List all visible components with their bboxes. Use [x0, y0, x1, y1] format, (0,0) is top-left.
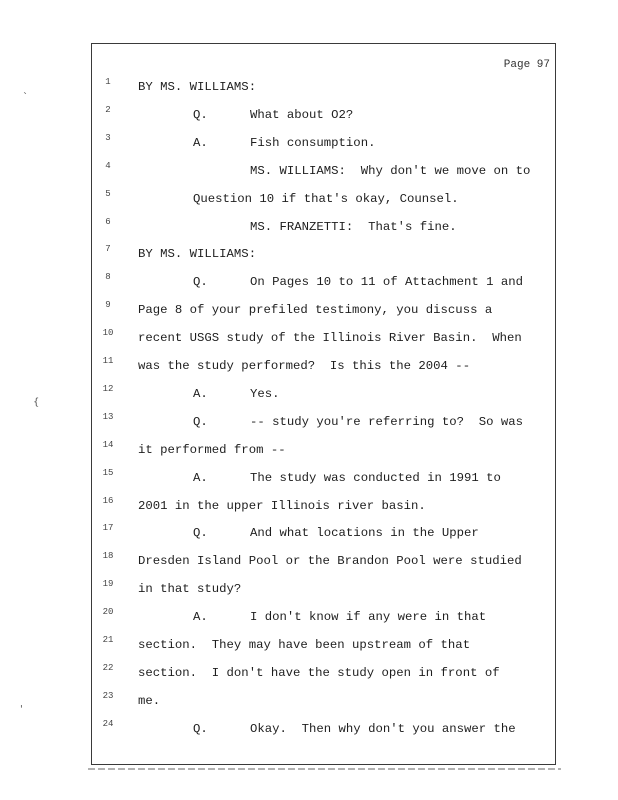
transcript-line: [0, 104, 618, 128]
transcript-line: [0, 216, 618, 240]
line-text: Q.: [193, 275, 208, 290]
line-text: What about O2?: [250, 107, 354, 122]
line-number: 13: [102, 411, 114, 422]
line-number: 3: [105, 132, 111, 143]
line-number: 1: [105, 77, 111, 87]
transcript-line: [0, 356, 618, 379]
line-text: BY MS. WILLIAMS:: [138, 80, 257, 94]
line-text: me.: [138, 693, 161, 708]
transcript-line: [0, 690, 618, 714]
line-text: Okay. Then why don't you answer the: [250, 721, 516, 736]
line-text: it performed from --: [138, 442, 286, 457]
transcript-line: [0, 495, 618, 519]
line-text: section. I don't have the study open in front of: [138, 665, 500, 680]
transcript-line: [0, 132, 618, 156]
transcript-line: [0, 188, 618, 212]
line-text: The study was conducted in 1991 to: [250, 470, 501, 485]
line-number: 24: [102, 718, 114, 729]
line-text: Question 10 if that's okay, Counsel.: [193, 191, 459, 206]
line-text: in that study?: [138, 582, 242, 597]
line-number: 6: [105, 216, 111, 227]
line-text: A.: [193, 470, 208, 485]
line-text: A.: [193, 610, 208, 625]
line-number: 21: [102, 635, 114, 645]
line-text: Q.: [193, 721, 208, 736]
line-text: Q.: [193, 526, 208, 541]
line-text: 2001 in the upper Illinois river basin.: [138, 498, 426, 513]
line-text: A.: [193, 135, 208, 150]
line-text: MS. WILLIAMS: Why don't we move on to: [250, 163, 531, 178]
line-number: 14: [102, 439, 114, 450]
line-number: 8: [105, 272, 111, 283]
transcript-line: [0, 635, 618, 658]
line-number: 23: [102, 690, 114, 701]
transcript-line: [0, 77, 618, 100]
line-number: 4: [105, 160, 111, 171]
transcript-line: [0, 300, 618, 323]
line-number: 7: [105, 244, 111, 255]
margin-mark: `: [23, 92, 28, 103]
line-text: section. They may have been upstream of that: [138, 638, 471, 652]
line-number: 15: [102, 467, 114, 478]
line-text: was the study performed? Is this the 2004 --: [138, 359, 471, 373]
transcript-line: [0, 411, 618, 435]
transcript-line: [0, 160, 618, 184]
line-text: Q.: [193, 107, 208, 122]
line-number: 9: [105, 300, 111, 311]
line-number: 16: [102, 495, 114, 506]
line-text: Q.: [193, 414, 208, 429]
line-text: MS. FRANZETTI: That's fine.: [250, 219, 457, 234]
line-text: And what locations in the Upper: [250, 526, 479, 541]
line-text: On Pages 10 to 11 of Attachment 1 and: [250, 275, 524, 290]
transcript-line: [0, 551, 618, 574]
page-number: Page 97: [503, 59, 550, 71]
line-text: A.: [193, 386, 208, 401]
transcript-line: [0, 607, 618, 630]
line-text: Fish consumption.: [250, 135, 376, 150]
line-text: I don't know if any were in that: [250, 610, 487, 625]
transcript-line: [0, 383, 618, 407]
line-text: BY MS. WILLIAMS:: [138, 247, 257, 262]
transcript-line: [0, 439, 618, 463]
line-number: 18: [102, 551, 114, 562]
transcript-line: [0, 328, 618, 351]
transcript-line: [0, 579, 618, 602]
line-text: Dresden Island Pool or the Brandon Pool were studied: [138, 554, 522, 569]
transcript-line: [0, 467, 618, 491]
line-number: 2: [105, 104, 111, 115]
margin-mark: ': [20, 704, 23, 715]
transcript-line: [0, 272, 618, 295]
line-number: 10: [102, 328, 114, 339]
line-text: recent USGS study of the Illinois River Basin. When: [138, 331, 522, 346]
transcript-line: [0, 662, 618, 686]
line-text: -- study you're referring to? So was: [250, 414, 524, 429]
line-number: 11: [102, 356, 114, 366]
line-number: 19: [102, 579, 114, 590]
line-number: 12: [102, 383, 114, 394]
line-text: Page 8 of your prefiled testimony, you discuss a: [138, 303, 493, 318]
line-number: 20: [102, 607, 114, 618]
line-number: 17: [102, 523, 114, 534]
transcript-line: [0, 718, 618, 742]
line-number: 22: [102, 662, 114, 673]
transcript-line: [0, 244, 618, 267]
line-number: 5: [105, 188, 111, 199]
margin-mark: {: [33, 397, 40, 408]
transcript-line: [0, 523, 618, 546]
line-text: Yes.: [250, 386, 280, 401]
